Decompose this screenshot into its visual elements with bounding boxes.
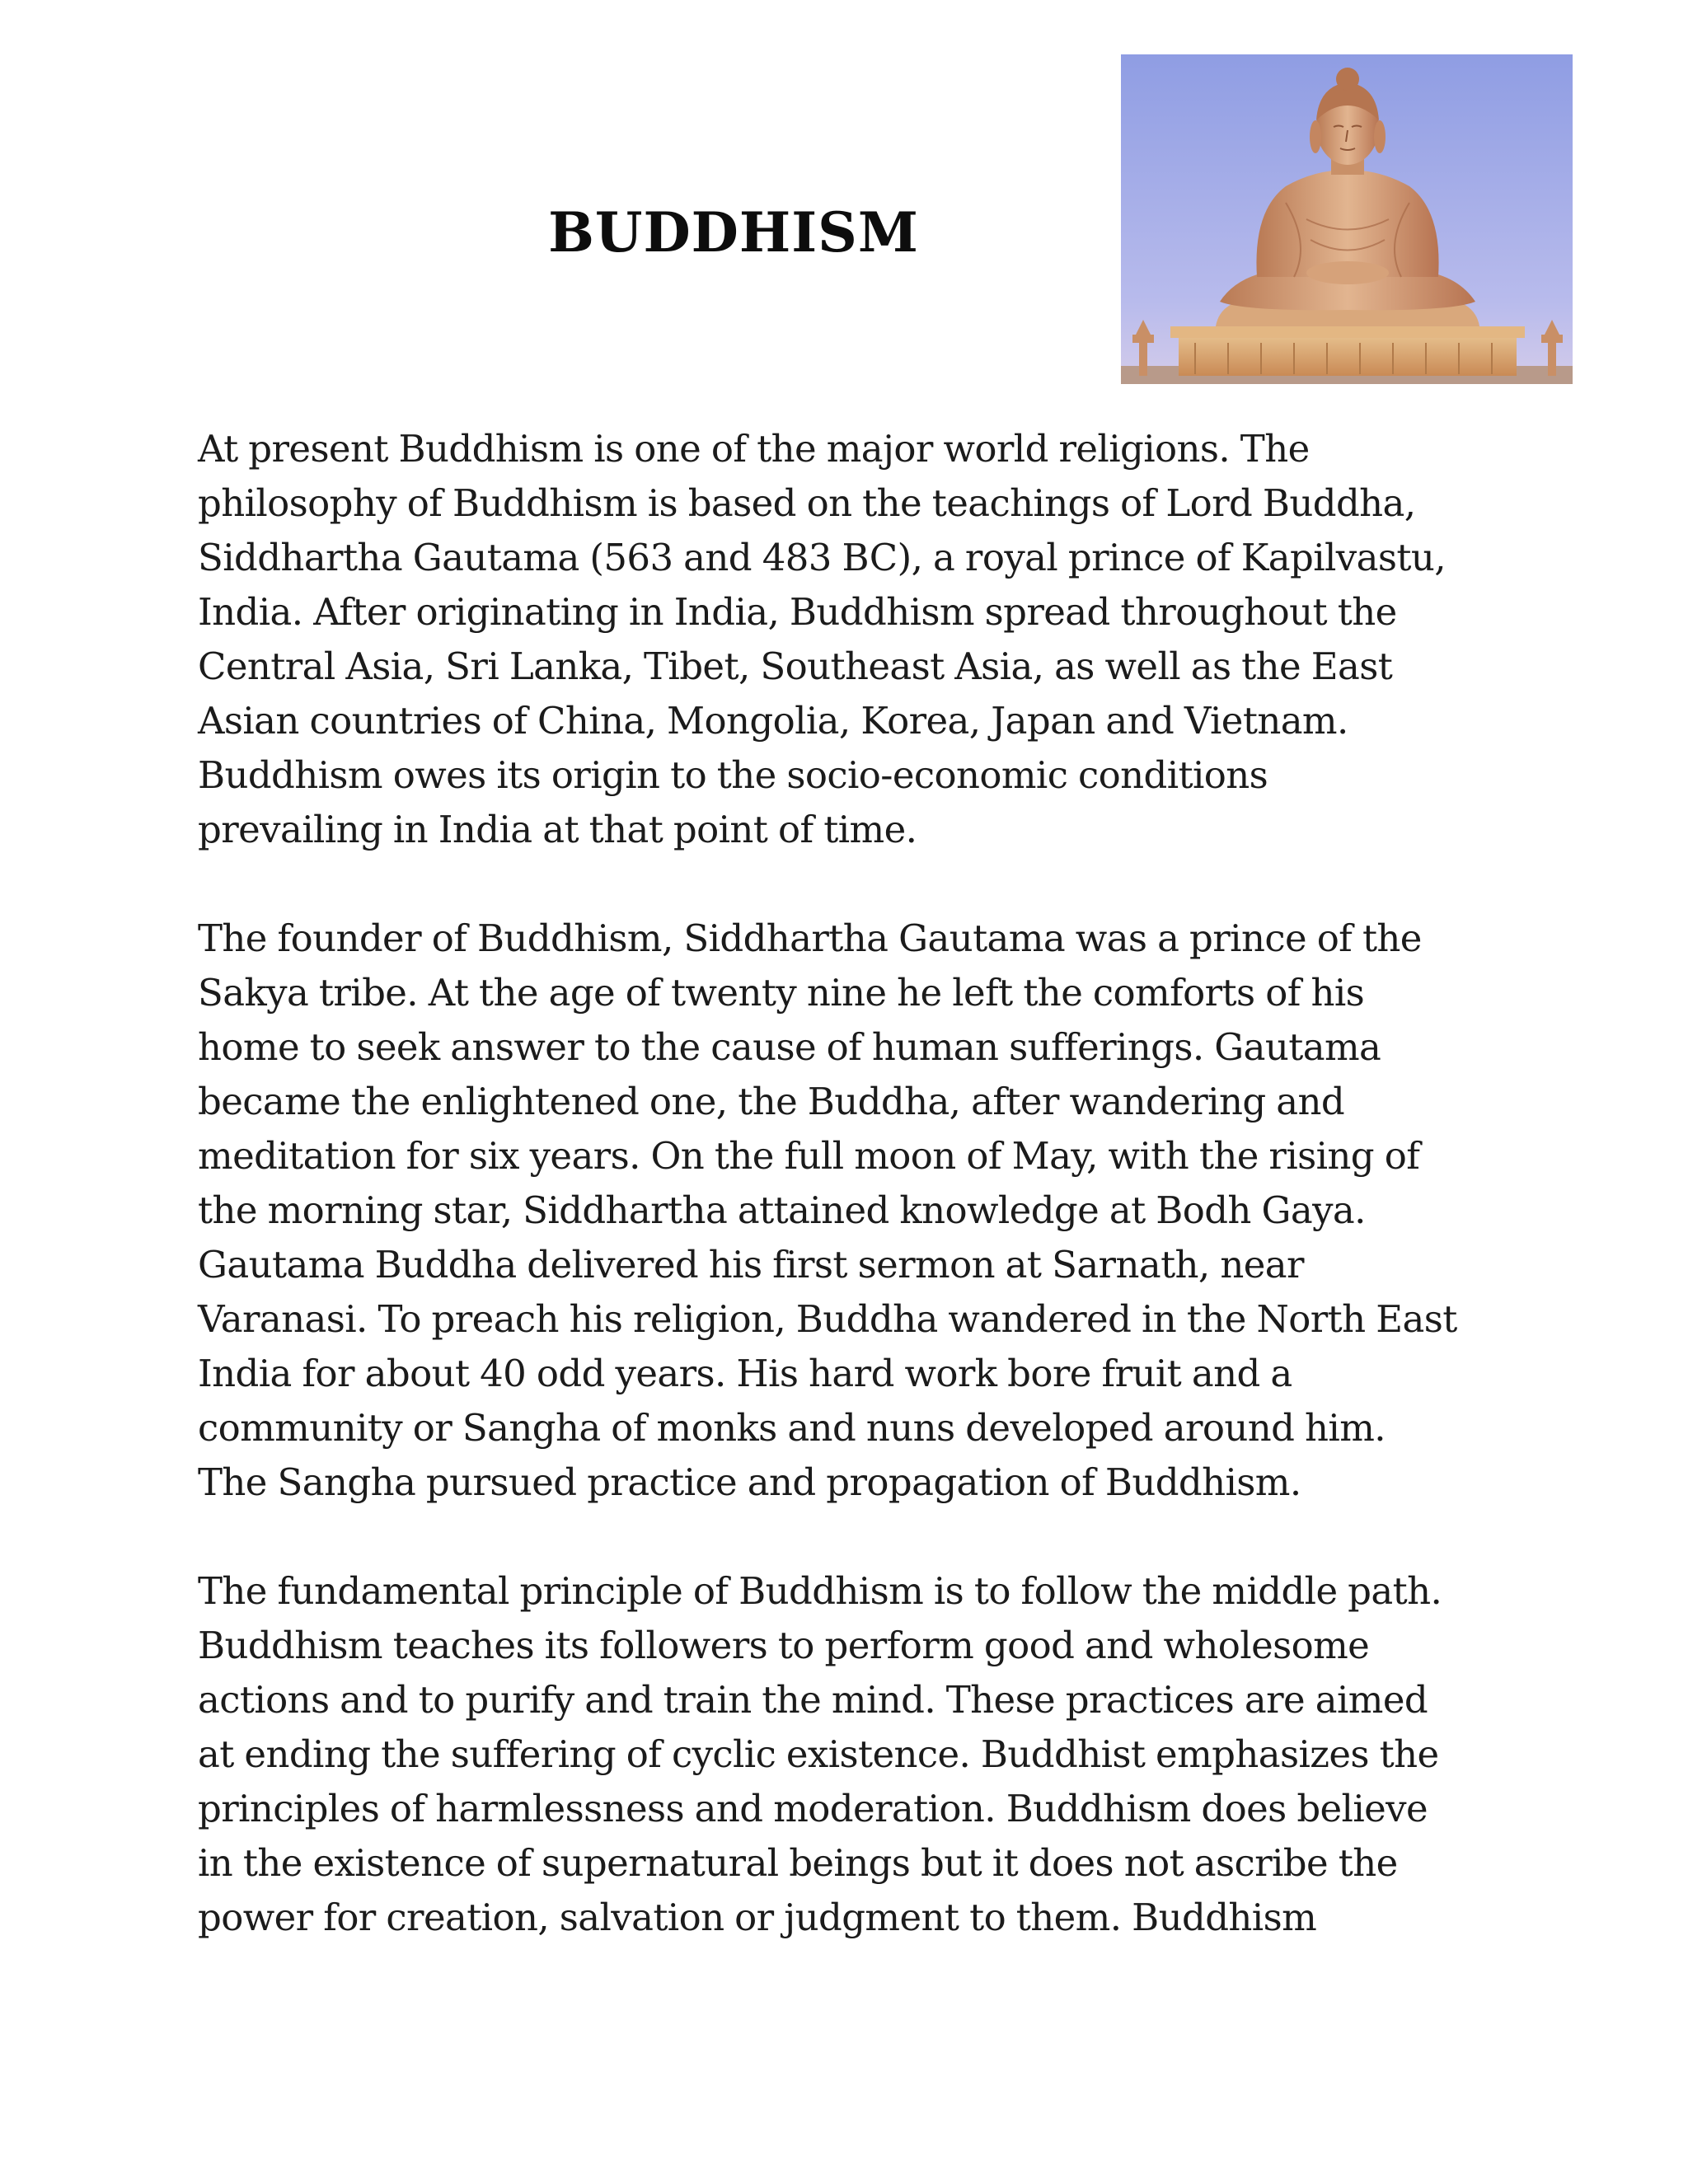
buddha-statue-photo — [1121, 54, 1573, 384]
paragraph-intro: At present Buddhism is one of the major world religions. The philosophy of Buddhism is based on the teachings of Lord Buddha, Siddhartha Gautama (563 and 483 BC), a royal prince of Kapilvastu, India. After originating in India, Buddhism spread throughout the Central Asia, Sri Lanka, Tibet, Southeast Asia, as well as the East Asian countries of China, Mongolia, Korea, Japan and Vietnam. Buddhism owes its origin to the socio-economic conditions prevailing in India at that point of time. — [198, 427, 1446, 851]
body-text — [198, 422, 1500, 1945]
paragraph-founder: The founder of Buddhism, Siddhartha Gautama was a prince of the Sakya tribe. At the age of twenty nine he left the comforts of his home to seek answer to the cause of human sufferings. Gautama became the enlightened one, the Buddha, after wandering and meditation for six years. On the full moon of May, with the rising of the morning star, Siddhartha attained knowledge at Bodh Gaya. Gautama Buddha delivered his first sermon at Sarnath, near Varanasi. To preach his religion, Buddha wandered in the North East India for about 40 odd years. His hard work bore fruit and a community or Sangha of monks and nuns developed around him. The Sangha pursued practice and propagation of Buddhism. — [198, 916, 1457, 1504]
paragraph-principles: The fundamental principle of Buddhism is to follow the middle path. Buddhism teaches its followers to perform good and wholesome actions and to purify and train the mind. These practices are aimed at ending the suffering of cyclic existence. Buddhist emphasizes the principles of harmlessness and moderation. Buddhism does believe in the existence of supernatural beings but it does not ascribe the power for creation, salvation or judgment to them. Buddhism — [198, 1569, 1442, 1939]
page-title: BUDDHISM — [548, 200, 919, 265]
